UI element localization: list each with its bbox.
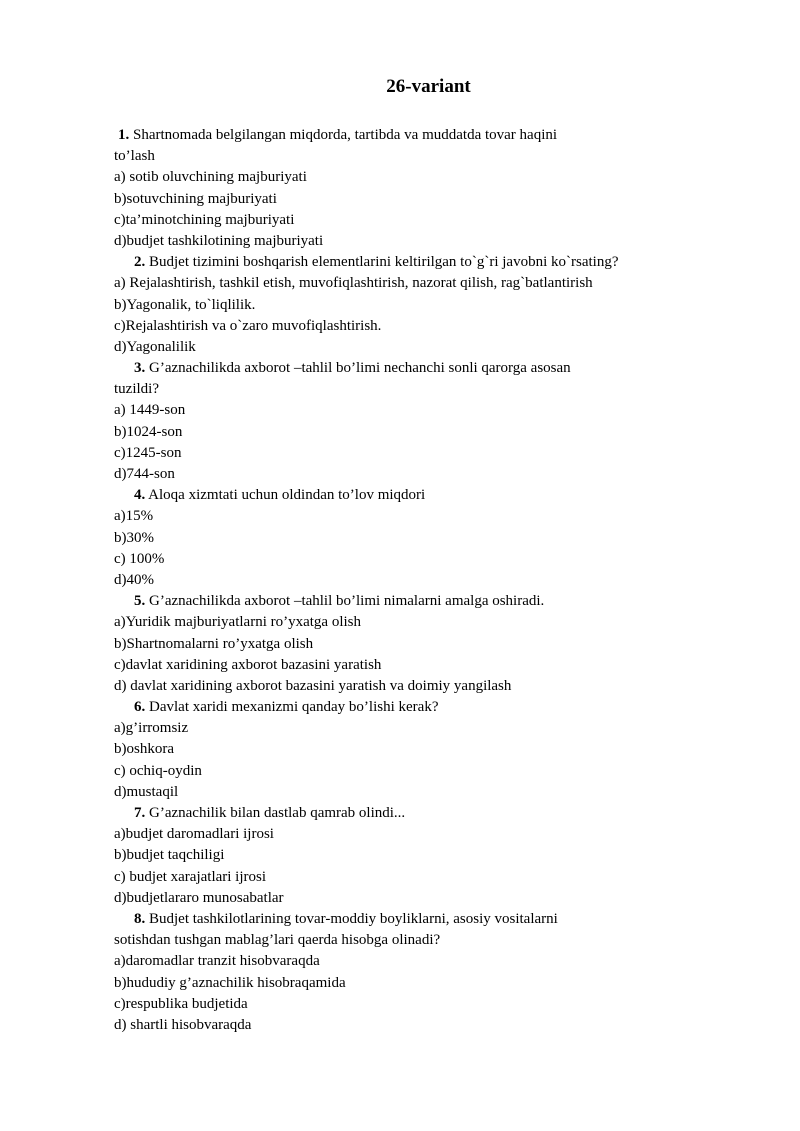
question-text [114, 591, 714, 612]
answer-option: c)ta’minotchining majburiyati [114, 211, 295, 228]
question-text [114, 803, 714, 824]
answer-option: b)Shartnomalarni ro’yxatga olish [114, 635, 314, 652]
question-text [114, 697, 714, 718]
question-number: 8. [134, 910, 146, 927]
answer-option: c)1245-son [114, 444, 182, 461]
answer-option: a)Yuridik majburiyatlarni ro’yxatga olish [114, 614, 362, 631]
answer-option: c) ochiq-oydin [114, 762, 202, 779]
answer-option: d) davlat xaridining axborot bazasini yaratish va doimiy yangilash [114, 677, 512, 694]
answer-option: d)budjet tashkilotining majburiyati [114, 232, 324, 249]
answer-option: b)Yagonalik, to`liqlilik. [114, 296, 256, 313]
answer-option: b)oshkora [114, 741, 174, 758]
question-text-continued [114, 379, 714, 400]
question-4 [114, 485, 714, 591]
question-text-segment: Budjet tashkilotlarining tovar-moddiy boyliklarni, asosiy vositalarni [145, 910, 558, 927]
question-text-segment: G’aznachilikda axborot –tahlil bo’limi nechanchi sonli qarorga asosan [145, 360, 571, 377]
answer-option: d)budjetlararo munosabatlar [114, 889, 284, 906]
answer-option: c)davlat xaridining axborot bazasini yaratish [114, 656, 382, 673]
answer-option: d)40% [114, 571, 154, 588]
question-text-segment: G’aznachilikda axborot –tahlil bo’limi nimalarni amalga oshiradi. [145, 593, 545, 610]
answer-option: d)mustaqil [114, 783, 179, 800]
answer-option: c) budjet xarajatlari ijrosi [114, 868, 267, 885]
question-number: 7. [134, 805, 146, 821]
question-number: 5. [134, 593, 146, 610]
page-title: 26-variant [386, 76, 471, 97]
question-text-segment: Shartnomada belgilangan miqdorda, tartibda va muddatda tovar haqini [129, 127, 558, 143]
question-2 [114, 252, 714, 358]
answer-option: a) 1449-son [114, 402, 186, 419]
answer-option: c)Rejalashtirish va o`zaro muvofiqlashtirish. [114, 317, 382, 334]
answer-option: d)Yagonalilik [114, 338, 196, 355]
question-list [114, 125, 714, 1036]
answer-option: a)daromadlar tranzit hisobvaraqda [114, 953, 320, 970]
question-text [114, 125, 714, 146]
question-number: 4. [134, 487, 146, 504]
question-text-segment: to’lash [114, 148, 155, 165]
answer-option: c) 100% [114, 550, 165, 567]
question-number: 2. [134, 254, 146, 271]
question-text-continued [114, 146, 714, 167]
answer-option: a) Rejalashtirish, tashkil etish, muvofiqlashtirish, nazorat qilish, rag`batlantirish [114, 275, 593, 292]
question-7 [114, 803, 714, 909]
answer-option: a)budjet daromadlari ijrosi [114, 826, 274, 843]
question-text-segment: G’aznachilik bilan dastlab qamrab olindi... [145, 805, 406, 821]
question-text-continued [114, 930, 714, 951]
question-text-segment: tuzildi? [114, 381, 159, 398]
answer-option: d)744-son [114, 466, 175, 482]
question-number: 6. [134, 699, 146, 716]
answer-option: d) shartli hisobvaraqda [114, 1016, 252, 1033]
question-text-segment: Davlat xaridi mexanizmi qanday bo’lishi kerak? [145, 699, 439, 716]
question-text [114, 909, 714, 930]
question-6 [114, 697, 714, 803]
answer-option: b)1024-son [114, 423, 183, 440]
question-text-segment: Aloqa xizmtati uchun oldindan to’lov miqdori [145, 487, 426, 504]
answer-option: a) sotib oluvchining majburiyati [114, 169, 307, 186]
question-number: 3. [134, 360, 146, 377]
question-8 [114, 909, 714, 1036]
answer-option: c)respublika budjetida [114, 995, 248, 1012]
question-1 [114, 125, 714, 252]
answer-option: b)budjet taqchiligi [114, 847, 225, 864]
question-text-segment: sotishdan tushgan mablag’lari qaerda hisobga olinadi? [114, 932, 441, 949]
answer-option: b)30% [114, 529, 154, 546]
answer-option: b)hududiy g’aznachilik hisobraqamida [114, 974, 346, 991]
answer-option: b)sotuvchining majburiyati [114, 190, 277, 207]
question-text-segment: Budjet tizimini boshqarish elementlarini keltirilgan to`g`ri javobni ko`rsating? [145, 254, 619, 271]
answer-option: a)g’irromsiz [114, 720, 189, 737]
question-text [114, 485, 714, 506]
question-number: 1. [118, 127, 130, 143]
answer-option: a)15% [114, 508, 154, 525]
question-text [114, 358, 714, 379]
question-3 [114, 358, 714, 485]
question-5 [114, 591, 714, 697]
question-text [114, 252, 714, 273]
